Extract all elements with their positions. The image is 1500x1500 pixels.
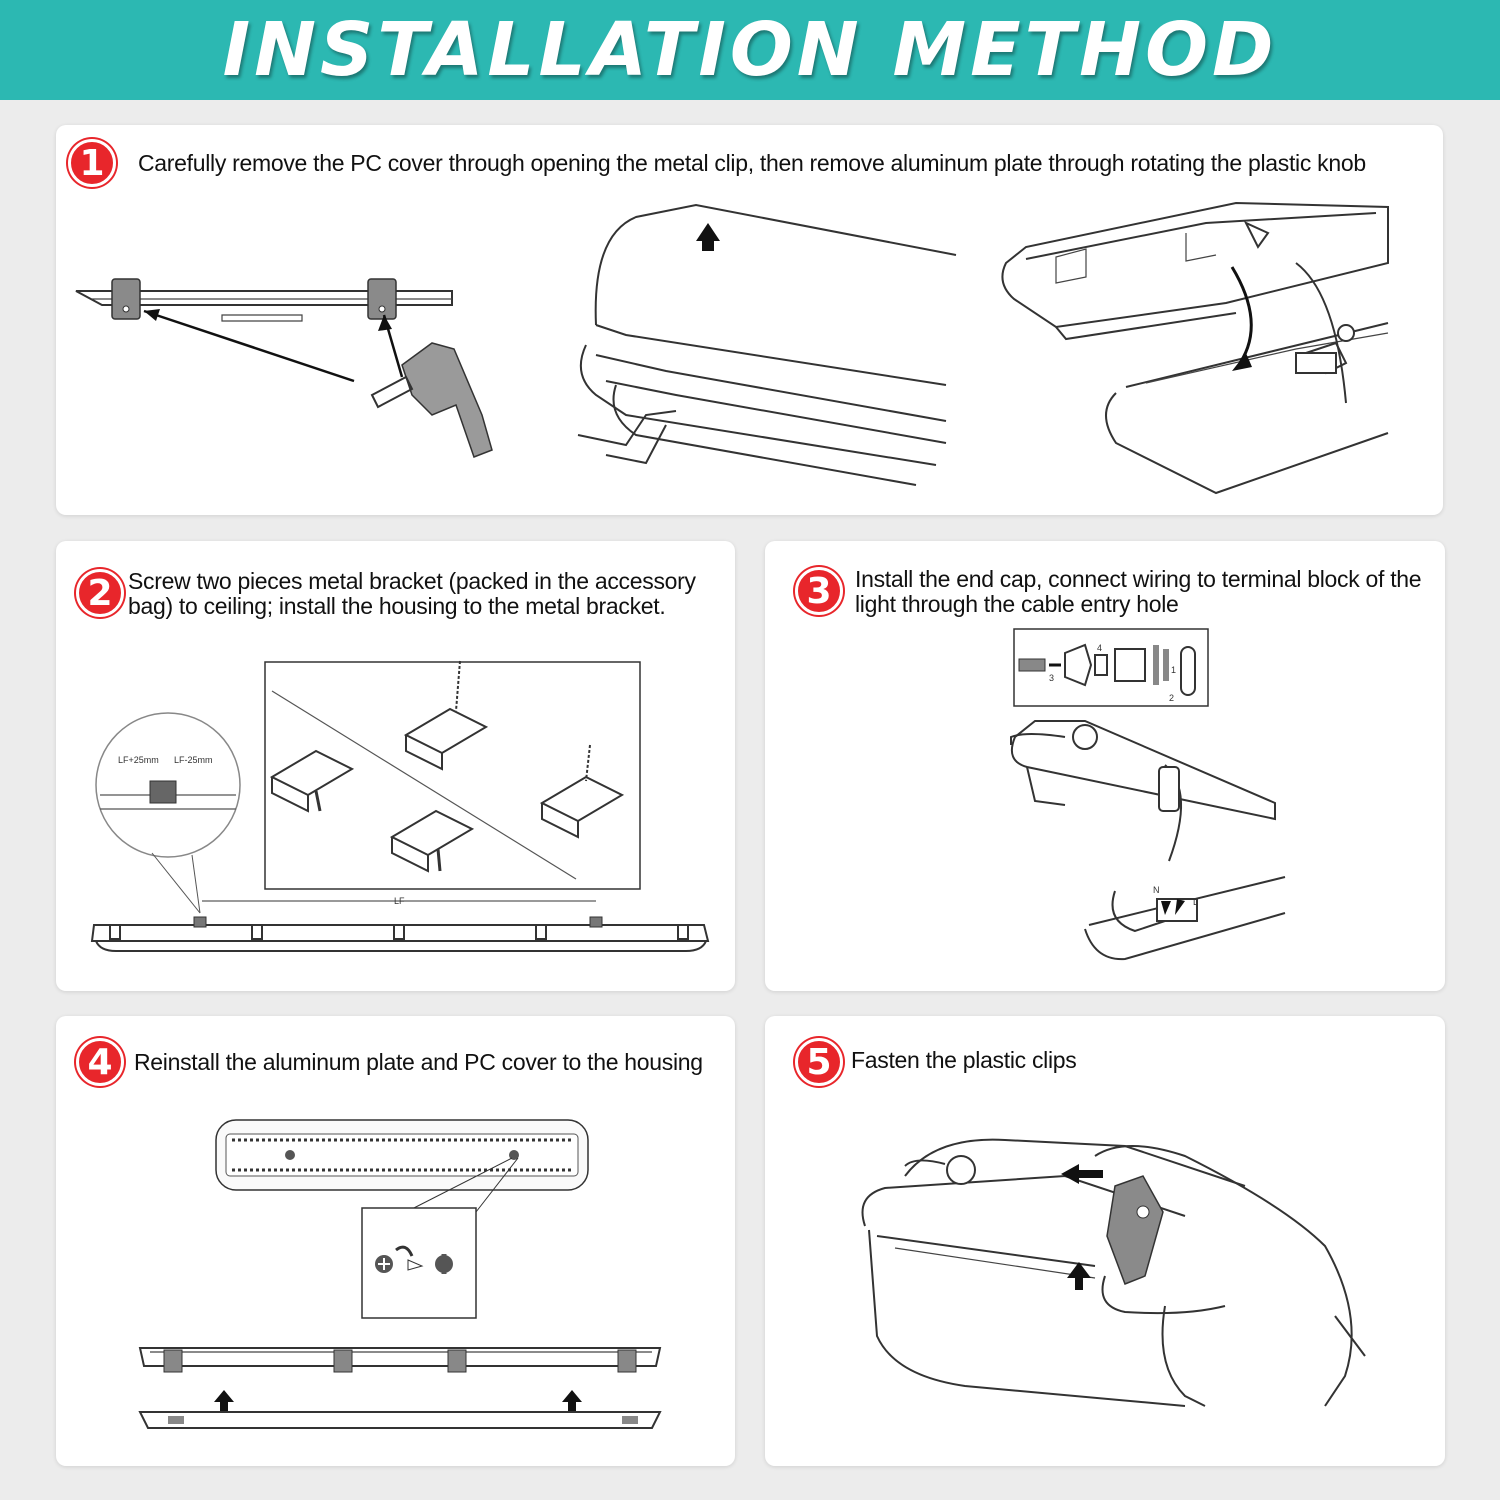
- metal-clip-left: [112, 279, 140, 319]
- reinstall-illustration: [56, 1016, 735, 1466]
- step-1-header: [68, 139, 1366, 187]
- lf-label: LF: [394, 896, 405, 906]
- end-cap-wiring-illustration: [765, 541, 1445, 991]
- step-2-text: Screw two pieces metal bracket (packed in the accessory bag) to ceiling; install the housing to the metal bracket.: [128, 568, 696, 619]
- step-4-text: Reinstall the aluminum plate and PC cover to the housing: [134, 1049, 703, 1075]
- pc-cover-illustration: [566, 205, 966, 505]
- step-1-card: [56, 125, 1443, 515]
- bracket-mounting-illustration: [56, 541, 735, 991]
- step-3-badge: 3: [795, 567, 843, 615]
- plastic-clip-illustration: [765, 1016, 1445, 1466]
- page-title: INSTALLATION METHOD: [222, 7, 1278, 93]
- step-2-card: [56, 541, 735, 991]
- svg-text:4: 4: [1097, 643, 1103, 653]
- svg-text:1: 1: [1171, 665, 1177, 675]
- lf-plus-label: LF+25mm: [118, 755, 159, 765]
- aluminum-plate-illustration: [996, 203, 1396, 503]
- title-banner: [0, 0, 1500, 100]
- step-5-badge: 5: [795, 1038, 843, 1086]
- svg-text:3: 3: [1049, 673, 1055, 683]
- svg-text:L: L: [1193, 897, 1199, 907]
- metal-clip-right: [368, 279, 396, 319]
- svg-text:2: 2: [1169, 693, 1175, 703]
- step-3-text: Install the end cap, connect wiring to terminal block of the light through the cable entry hole: [855, 566, 1422, 617]
- step-1-badge: 1: [68, 139, 116, 187]
- step-4-badge: 4: [76, 1038, 124, 1086]
- step-3-card: [765, 541, 1445, 991]
- svg-text:N: N: [1153, 885, 1160, 895]
- step-5-text: Fasten the plastic clips: [851, 1047, 1077, 1073]
- step-4-card: [56, 1016, 735, 1466]
- step-5-card: [765, 1016, 1445, 1466]
- step-1-text: Carefully remove the PC cover through opening the metal clip, then remove aluminum plate through rotating the plastic knob: [138, 150, 1366, 176]
- step-2-badge: 2: [76, 569, 124, 617]
- lf-minus-label: LF-25mm: [174, 755, 213, 765]
